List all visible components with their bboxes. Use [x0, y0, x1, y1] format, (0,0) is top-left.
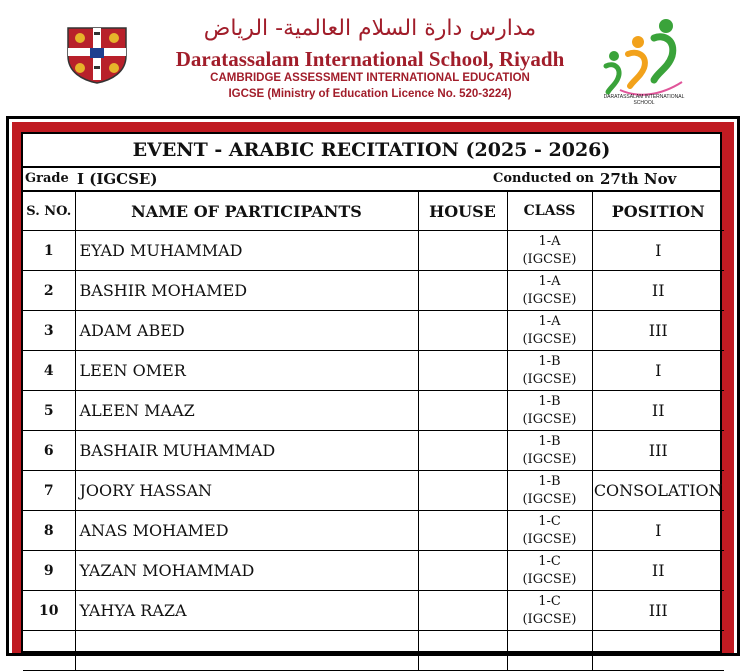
results-sheet: [21, 132, 722, 653]
participant-class: [507, 351, 592, 391]
participant-name: ADAM ABED: [75, 311, 418, 351]
class-programme: (IGCSE): [522, 411, 577, 427]
participant-name: BASHIR MOHAMED: [75, 271, 418, 311]
participant-class: [507, 391, 592, 431]
participant-house: [418, 311, 507, 351]
participant-house: [418, 631, 507, 671]
frame-red-border: [12, 122, 734, 653]
participant-position: II: [592, 551, 724, 591]
participant-position: III: [592, 591, 724, 631]
table-row: [23, 431, 724, 471]
school-name-arabic: مدارس دارة السلام العالمية- الرياض: [203, 16, 537, 41]
row-sno: 1: [23, 231, 75, 271]
participant-position: II: [592, 391, 724, 431]
participant-house: [418, 231, 507, 271]
participant-house: [418, 591, 507, 631]
class-programme: (IGCSE): [522, 531, 577, 547]
header-house: HOUSE: [418, 192, 507, 231]
row-sno: 9: [23, 551, 75, 591]
conducted-label: Conducted on: [493, 171, 594, 186]
class-programme: (IGCSE): [522, 331, 577, 347]
participant-name: ANAS MOHAMED: [75, 511, 418, 551]
class-section: 1-B: [538, 433, 561, 449]
header-position: POSITION: [592, 192, 724, 231]
participant-name: ALEEN MAAZ: [75, 391, 418, 431]
class-programme: (IGCSE): [522, 291, 577, 307]
participant-class: [507, 231, 592, 271]
participants-table: [23, 192, 724, 671]
class-section: 1-A: [538, 273, 561, 289]
participant-name: JOORY HASSAN: [75, 471, 418, 511]
participant-class: [507, 551, 592, 591]
class-programme: (IGCSE): [522, 491, 577, 507]
participant-position: [592, 631, 724, 671]
table-row: [23, 631, 724, 671]
cambridge-crest-icon: [66, 26, 128, 84]
grade-value: I (IGCSE): [77, 170, 158, 188]
participant-name: YAHYA RAZA: [75, 591, 418, 631]
row-sno: 7: [23, 471, 75, 511]
row-sno: 6: [23, 431, 75, 471]
exam-board-line: CAMBRIDGE ASSESSMENT INTERNATIONAL EDUCATION: [210, 72, 530, 84]
participant-position: II: [592, 271, 724, 311]
class-programme: (IGCSE): [522, 251, 577, 267]
table-row: [23, 271, 724, 311]
header-sno: S. NO.: [23, 192, 75, 231]
participant-class: [507, 631, 592, 671]
table-row: [23, 551, 724, 591]
participant-position: III: [592, 311, 724, 351]
event-title: EVENT - ARABIC RECITATION (2025 - 2026): [23, 134, 720, 168]
licence-line: IGCSE (Ministry of Education Licence No. 520-3224): [228, 88, 512, 100]
participant-position: I: [592, 351, 724, 391]
school-logo-icon: [598, 16, 690, 102]
table-row: [23, 351, 724, 391]
participant-name: BASHAIR MUHAMMAD: [75, 431, 418, 471]
header-class: CLASS: [507, 192, 592, 231]
participant-house: [418, 511, 507, 551]
participant-house: [418, 391, 507, 431]
grade-row: [23, 168, 720, 192]
row-sno: 8: [23, 511, 75, 551]
row-sno: 2: [23, 271, 75, 311]
conducted-value: 27th Nov: [600, 170, 677, 188]
participant-name: YAZAN MOHAMMAD: [75, 551, 418, 591]
participant-class: [507, 431, 592, 471]
grade-label: Grade: [25, 171, 69, 186]
class-programme: (IGCSE): [522, 611, 577, 627]
participant-class: [507, 591, 592, 631]
participant-house: [418, 471, 507, 511]
class-section: 1-C: [538, 513, 561, 529]
table-row: [23, 591, 724, 631]
class-section: 1-C: [538, 553, 561, 569]
participant-name: [75, 631, 418, 671]
header-name: NAME OF PARTICIPANTS: [75, 192, 418, 231]
class-programme: (IGCSE): [522, 571, 577, 587]
participant-house: [418, 431, 507, 471]
table-row: [23, 471, 724, 511]
table-header-row: [23, 192, 724, 231]
participant-name: LEEN OMER: [75, 351, 418, 391]
logo-caption: DARATASSALAM INTERNATIONAL SCHOOL: [603, 94, 685, 106]
table-row: [23, 231, 724, 271]
participant-position: I: [592, 511, 724, 551]
participant-position: III: [592, 431, 724, 471]
class-section: 1-B: [538, 393, 561, 409]
class-section: 1-A: [538, 233, 561, 249]
participant-name: EYAD MUHAMMAD: [75, 231, 418, 271]
class-section: 1-A: [538, 313, 561, 329]
participant-house: [418, 351, 507, 391]
participant-class: [507, 511, 592, 551]
participant-house: [418, 271, 507, 311]
row-sno: 3: [23, 311, 75, 351]
class-section: 1-B: [538, 353, 561, 369]
table-row: [23, 311, 724, 351]
participant-position: I: [592, 231, 724, 271]
participant-class: [507, 471, 592, 511]
table-row: [23, 391, 724, 431]
participant-position: CONSOLATION: [592, 471, 724, 511]
table-row: [23, 511, 724, 551]
class-section: 1-B: [538, 473, 561, 489]
row-sno: 10: [23, 591, 75, 631]
school-name: Daratassalam International School, Riyadh: [175, 47, 565, 71]
class-programme: (IGCSE): [522, 451, 577, 467]
class-section: 1-C: [538, 593, 561, 609]
participant-class: [507, 311, 592, 351]
row-sno: 4: [23, 351, 75, 391]
results-frame: [6, 116, 740, 656]
row-sno: [23, 631, 75, 671]
row-sno: 5: [23, 391, 75, 431]
participant-house: [418, 551, 507, 591]
class-programme: (IGCSE): [522, 371, 577, 387]
participant-class: [507, 271, 592, 311]
